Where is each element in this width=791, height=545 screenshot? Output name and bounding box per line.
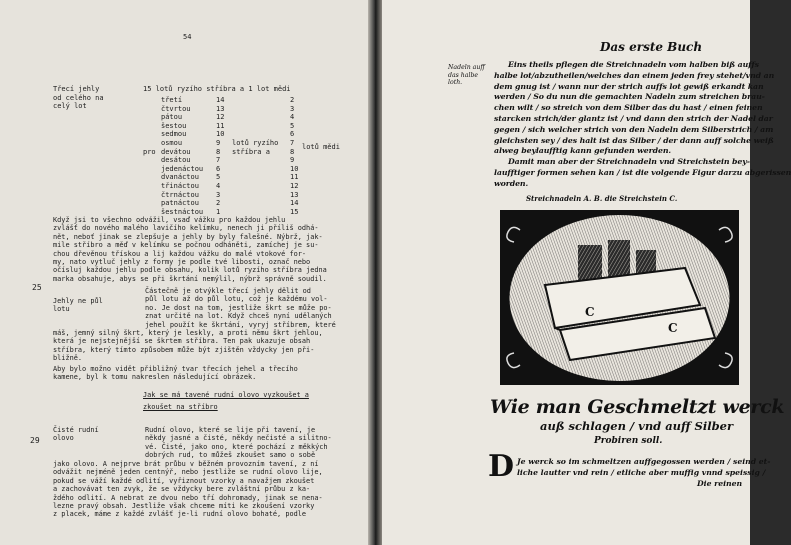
text-line: my, nato vytluč jehly z formy je podle tvé libosti, označ nebo <box>53 258 311 267</box>
table-row-name: šestnáctou <box>161 207 204 216</box>
text-line: jehel použít ke škrtání, vyryj stříbrem, které <box>145 320 336 329</box>
table-prefix <box>143 199 156 208</box>
table-row-value-b: 15 <box>290 207 299 216</box>
paragraph-2a <box>145 287 336 329</box>
woodcut-figure <box>500 210 739 385</box>
table-name-col <box>161 96 203 216</box>
text-line: odvážit nejméně jeden centnýř, nebo jestliže se rudní olovo lije, <box>53 468 323 477</box>
text-line: no. Je dost na tom, jestliže škrt se může po- <box>145 303 332 312</box>
blackletter-line: gegen / sich welcher strich von den Nadeln dem Silberstrich / am <box>494 124 774 134</box>
text-line: a zachovávat ten zvyk, že se vždycky bere zvláštní průbu z ka- <box>53 485 311 494</box>
table-prefix-col <box>143 96 156 216</box>
table-row-value-a: 5 <box>216 173 221 182</box>
blackletter-line: alweg beylaufftig kann gefunden werden. <box>494 146 671 156</box>
text-line: Aby bylo možno vidět přibližný tvar třecích jehel a třecího <box>53 365 298 373</box>
paragraph-3 <box>53 365 298 382</box>
right-page <box>382 0 791 545</box>
table-row-value-a: 12 <box>216 113 225 122</box>
table-row-name: pátou <box>161 113 183 122</box>
table-row-value-a: 2 <box>216 199 221 208</box>
text-line: zvlášť do nového malého lavičího kelímku, nenech ji příliš odhá- <box>53 224 319 233</box>
table-row-value-a: 9 <box>216 138 221 147</box>
text-line: chou dřevěnou třískou a lij každou vážku do malé vtokové for- <box>53 249 307 258</box>
table-row-name: čtvrtou <box>161 104 191 113</box>
table-row-name: třináctou <box>161 181 199 190</box>
blackletter-line: laufftiger formen sehen kan / ist die volgende Figur darzu abgerissen <box>494 168 791 177</box>
blackletter-line: Damit man aber der Streichnadeln vnd Streichstein bey- <box>508 157 750 167</box>
table-row-value-a: 4 <box>216 181 221 190</box>
table-row-value-b: 4 <box>290 113 295 122</box>
text-line: znat určitě na lot. Když chceš nyní udělaných <box>145 312 332 321</box>
table-prefix <box>143 182 156 191</box>
label-c2: C <box>668 321 678 335</box>
table-row-value-b: 13 <box>290 190 299 199</box>
text-line: očísluj každou jehlu podle obsahu, kolik lotů ryzího stříbra jedna <box>53 266 327 275</box>
label-c1: C <box>585 305 595 319</box>
table-row-value-b: 2 <box>290 96 295 104</box>
blackletter-line: halbe lot/abzutheilen/welches dan einem jeden frey stehet/vnd an <box>494 70 775 80</box>
table-row-value-a: 10 <box>216 130 225 139</box>
blackletter-line: starcken strich/der glantz ist / vnd dann den strich der Nadel dar <box>494 114 773 123</box>
text-line: Když jsi to všechno odvážil, vsaď vážku pro každou jehlu <box>53 216 286 224</box>
margin-number-2: 29 <box>30 436 40 445</box>
margin-ciste: Čisté rudní olovo <box>53 426 99 443</box>
table-row-value-b: 8 <box>290 147 295 156</box>
table-prefix <box>143 96 156 105</box>
text-line: která je nejstejnější se škrtem stříbra. Ten pak ukazuje obsah <box>53 337 311 346</box>
big-title-3: Probiren soll. <box>594 436 663 446</box>
table-row-value-b: 12 <box>290 181 299 190</box>
table-prefix <box>143 173 156 182</box>
table-row-value-b: 3 <box>290 104 295 113</box>
text-line: máš, jemný silný škrt, který je leskly, a proti němu škrt jehlou, <box>53 329 323 337</box>
table-row-value-a: 8 <box>216 147 221 156</box>
margin-jehly: Jehly ne půl lotu <box>53 297 103 314</box>
table-row-value-b: 14 <box>290 199 299 208</box>
table-header: 15 lotů ryzího stříbra a 1 lot mědi <box>143 85 291 93</box>
margin-top: Třecí jehly od celého na celý lot <box>53 85 104 111</box>
table-prefix <box>143 139 156 148</box>
blackletter-line: worden. <box>494 178 529 188</box>
table-row-value-b: 11 <box>290 173 299 182</box>
page-heading: Das erste Buch <box>600 40 703 54</box>
blackletter-line: dem gnug ist / wann nur der strich auffs lot gewiß erkandt kan <box>494 81 764 91</box>
paragraph-2b <box>53 329 323 363</box>
text-line: nět, neboť jinak se zlepšuje a jehly by byly falešné. Nýbrž, jak- <box>53 232 323 241</box>
table-prefix <box>143 191 156 200</box>
table-row-name: desátou <box>161 156 191 165</box>
table-prefix <box>143 165 156 174</box>
table-row-name: sedmou <box>161 130 187 139</box>
table-row-name: jedenáctou <box>161 164 204 173</box>
text-line: půl lotu až do půl lotu, což je každému vol- <box>145 295 328 304</box>
text-line: jako olovo. A nejprve brát průbu v běžném provozním tavení, z ní <box>53 460 319 468</box>
table-row-name: třetí <box>161 96 183 104</box>
text-line: bližně. <box>53 354 83 363</box>
table-prefix <box>143 105 156 114</box>
section-heading-1: Jak se má tavené rudní olovo vyzkoušet a <box>143 391 309 399</box>
section-heading-2: zkoušet na stříbro <box>143 403 218 411</box>
text-line: Částečně je otvýkle třecí jehly dělit od <box>145 287 311 295</box>
blackletter-line: chen wilt / so streich von dem Silber das du hast / einen feinen <box>494 103 763 113</box>
text-line: mile stříbro a měď v kelímku se počnou odháněti, zamíchej je su- <box>53 241 319 250</box>
table-row-value-a: 1 <box>216 207 221 216</box>
table-row-value-a: 14 <box>216 96 225 104</box>
table-b-col <box>290 96 298 216</box>
table-row-value-a: 7 <box>216 156 221 165</box>
last-paragraph: Je werck so im schmeltzen auffgegossen werden / seind et- liche lautter vnd rein / etliche aber muffig vnnd speissig / Die reinen <box>517 457 771 488</box>
table-row-name: patnáctou <box>161 199 199 208</box>
table-row-value-b: 5 <box>290 121 295 130</box>
blackletter-line: Eins theils pflegen die Streichnadeln vom halben biß auffs <box>508 60 759 69</box>
table-row-value-b: 7 <box>290 138 295 147</box>
blackletter-line: gleichsten sey / des halt ist das Silber / der dann auff solche weiß <box>494 135 774 145</box>
table-mid-label: lotů ryzího stříbra a <box>232 139 279 156</box>
text-line: lezne pravý obsah. Jestliže však chceme míti ke zkoušení vzorky <box>53 502 315 511</box>
table-right-label: lotů mědi <box>302 143 340 151</box>
table-prefix <box>143 130 156 139</box>
paragraph-4a <box>145 426 332 460</box>
table-prefix <box>143 113 156 122</box>
paragraph-4b <box>53 460 323 519</box>
blackletter-line: werden / So du nun die gemachten Nadeln zum streichen brau- <box>494 92 765 102</box>
text-line: dobrých rud, to můžeš zkoušet samo o sobě <box>145 451 316 460</box>
table-row-value-a: 3 <box>216 190 221 199</box>
table-prefix <box>143 156 156 165</box>
book-gutter <box>368 0 382 545</box>
table-row-name: šestou <box>161 121 187 130</box>
margin-note: Nadeln auff das halbe loth. <box>448 64 485 87</box>
table-prefix <box>143 122 156 131</box>
text-line: Rudní olovo, které se lije při tavení, je <box>145 426 316 434</box>
left-page <box>0 0 368 545</box>
text-line: z placek, máme z každé zvlášť je-li rudní olovo bohaté, podle <box>53 510 307 519</box>
table-row-value-b: 6 <box>290 130 295 139</box>
page-number: 54 <box>183 33 192 41</box>
table-row-name: osmou <box>161 138 183 147</box>
table-row-value-a: 6 <box>216 164 221 173</box>
table-row-value-b: 10 <box>290 164 299 173</box>
text-line: kamene, byl k tomu nakreslen následující obrázek. <box>53 373 257 382</box>
text-line: vé. Čisté, jako ono, které pochází z měkkých <box>145 442 328 451</box>
text-line: marka obsahuje, abys se při škrtání nemýlil, nýbrž správně soudil. <box>53 274 327 283</box>
table-row-name: čtrnáctou <box>161 190 199 199</box>
big-title-1: Wie man Geschmeltzt werck <box>490 396 785 418</box>
drop-cap: D <box>488 449 515 484</box>
text-line: ždého odlití. A nebrat ze dvou nebo tří dohromady, jinak se nena- <box>53 493 323 502</box>
big-title-2: auß schlagen / vnd auff Silber <box>540 419 734 433</box>
table-prefix: pro <box>143 147 156 156</box>
paragraph-1 <box>53 216 327 283</box>
table-row-value-b: 9 <box>290 156 295 165</box>
figure-caption: Streichnadeln A. B. die Streichstein C. <box>526 194 678 203</box>
text-line: někdy jasné a čisté, někdy nečisté a silitno- <box>145 434 332 443</box>
text-line: pokud se váží každé odlití, vyřiznout vzorky a navažjem zkoušet <box>53 476 315 485</box>
margin-number-1: 25 <box>32 283 42 292</box>
table-row-value-a: 11 <box>216 121 225 130</box>
table-row-name: devátou <box>161 147 191 156</box>
table-row-value-a: 13 <box>216 104 225 113</box>
table-a-col <box>216 96 224 216</box>
text-line: stříbra, který tímto způsobem může být zjištěn vždycky jen při- <box>53 345 315 354</box>
table-row-name: dvanáctou <box>161 173 199 182</box>
